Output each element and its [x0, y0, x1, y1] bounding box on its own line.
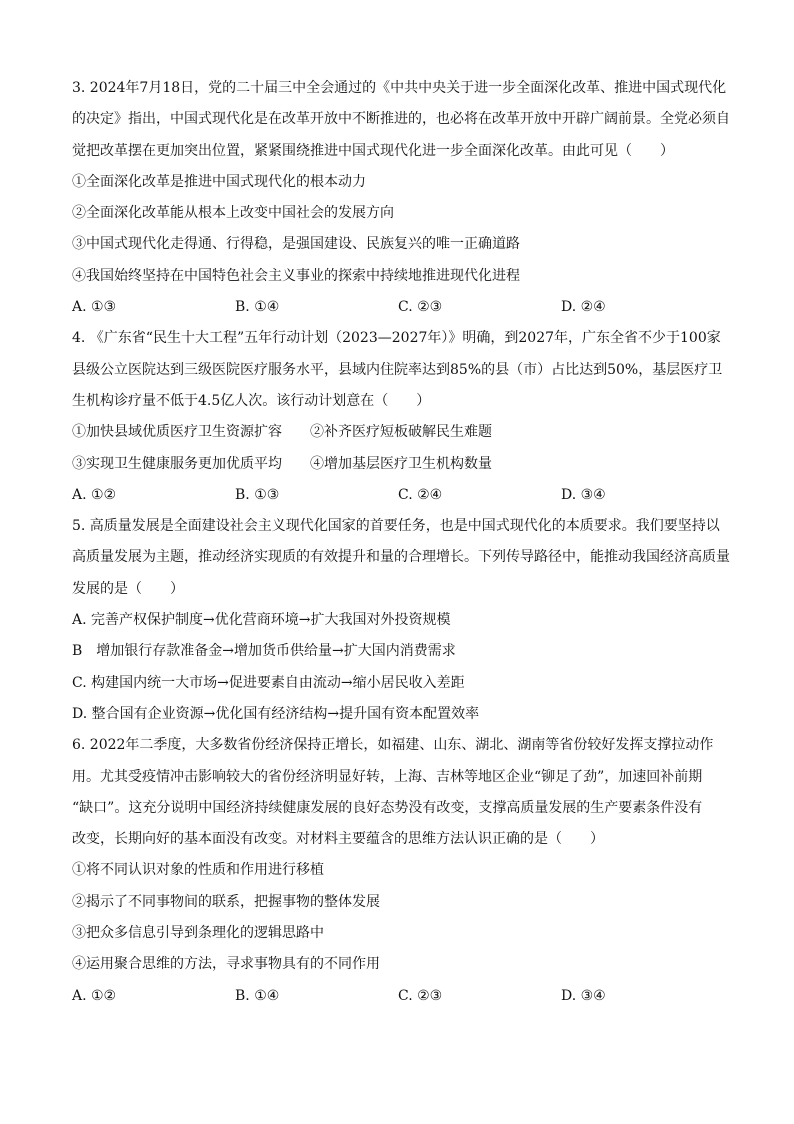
question-5 — [72, 516, 730, 724]
option-c: C. ②③ — [398, 299, 443, 316]
statement-item: ①将不同认识对象的性质和作用进行移植 — [72, 862, 324, 879]
choice-d: D. 整合国有企业资源→优化国有经济结构→提升国有资本配置效率 — [72, 705, 480, 722]
statement-item: ③中国式现代化走得通、行得稳，是强国建设、民族复兴的唯一正确道路 — [72, 236, 520, 253]
question-stem-line: 4. 《广东省“民生十大工程”五年行动计划（2023—2027年）》明确，到2027年，广东全省不少于100家 — [72, 330, 721, 347]
option-d: D. ③④ — [561, 486, 606, 503]
statement-item: ①加快县域优质医疗卫生资源扩容 ②补齐医疗短板破解民生难题 — [72, 424, 492, 441]
option-c: C. ②③ — [398, 987, 443, 1004]
question-6 — [72, 735, 724, 1005]
question-stem-line: “缺口”。这充分说明中国经济持续健康发展的良好态势没有改变，支撑高质量发展的生产要素条件没有 — [72, 799, 703, 816]
exam-page — [72, 78, 730, 1017]
question-stem-line: 县级公立医院达到三级医院医疗服务水平，县域内住院率达到85%的县（市）占比达到50%，基层医疗卫 — [72, 361, 723, 378]
question-stem-line: 5. 高质量发展是全面建设社会主义现代化国家的首要任务，也是中国式现代化的本质要求。我们要坚持以 — [72, 518, 720, 535]
question-stem-line: 发展的是（ ） — [72, 580, 184, 597]
question-stem-line: 高质量发展为主题，推动经济实现质的有效提升和量的合理增长。下列传导路径中，能推动我国经济高质量 — [72, 549, 730, 566]
option-b: B. ①④ — [235, 987, 280, 1004]
question-stem-line: 觉把改革摆在更加突出位置，紧紧围绕推进中国式现代化进一步全面深化改革。由此可见（ ） — [72, 142, 674, 159]
question-stem-line: 3. 2024年7月18日，党的二十届三中全会通过的《中共中央关于进一步全面深化改革、推进中国式现代化 — [72, 80, 727, 96]
question-stem-line: 生机构诊疗量不低于4.5亿人次。该行动计划意在（ ） — [72, 392, 431, 409]
statement-item: ③实现卫生健康服务更加优质平均 ④增加基层医疗卫生机构数量 — [72, 455, 492, 472]
option-a: A. ①② — [72, 486, 117, 503]
statement-item: ②揭示了不同事物间的联系，把握事物的整体发展 — [72, 893, 380, 910]
answer-options — [72, 297, 724, 317]
option-b: B. ①④ — [235, 299, 280, 316]
statement-item: ④运用聚合思维的方法，寻求事物具有的不同作用 — [72, 956, 380, 973]
option-b: B. ①③ — [235, 486, 280, 503]
statement-item: ④我国始终坚持在中国特色社会主义事业的探索中持续地推进现代化进程 — [72, 267, 520, 284]
option-a: A. ①② — [72, 987, 117, 1004]
question-stem-line: 用。尤其受疫情冲击影响较大的省份经济明显好转，上海、吉林等地区企业“铆足了劲”，加速回补前期 — [72, 768, 703, 785]
question-stem-line: 6. 2022年二季度，大多数省份经济保持正增长，如福建、山东、湖北、湖南等省份较好发挥支撑拉动作 — [72, 737, 714, 754]
statement-item: ①全面深化改革是推进中国式现代化的根本动力 — [72, 173, 366, 190]
choice-c: C. 构建国内统一大市场→促进要素自由流动→缩小居民收入差距 — [72, 674, 465, 691]
choice-a: A. 完善产权保护制度→优化营商环境→扩大我国对外投资规模 — [72, 612, 451, 629]
question-stem-line: 的决定》指出，中国式现代化是在改革开放中不断推进的，也必将在改革开放中开辟广阔前景。全党必须自 — [72, 111, 730, 128]
answer-options — [72, 986, 724, 1006]
statement-item: ③把众多信息引导到条理化的逻辑思路中 — [72, 925, 324, 942]
choice-b: B 增加银行存款准备金→增加货币供给量→扩大国内消费需求 — [72, 643, 456, 660]
option-d: D. ②④ — [561, 299, 606, 316]
option-d: D. ③④ — [561, 987, 606, 1004]
option-a: A. ①③ — [72, 299, 117, 316]
question-3 — [72, 78, 730, 317]
statement-item: ②全面深化改革能从根本上改变中国社会的发展方向 — [72, 205, 394, 222]
option-c: C. ②④ — [398, 486, 443, 503]
question-4 — [72, 328, 724, 504]
answer-options — [72, 485, 724, 505]
question-stem-line: 改变，长期向好的基本面没有改变。对材料主要蕴含的思维方法认识正确的是（ ） — [72, 831, 604, 848]
